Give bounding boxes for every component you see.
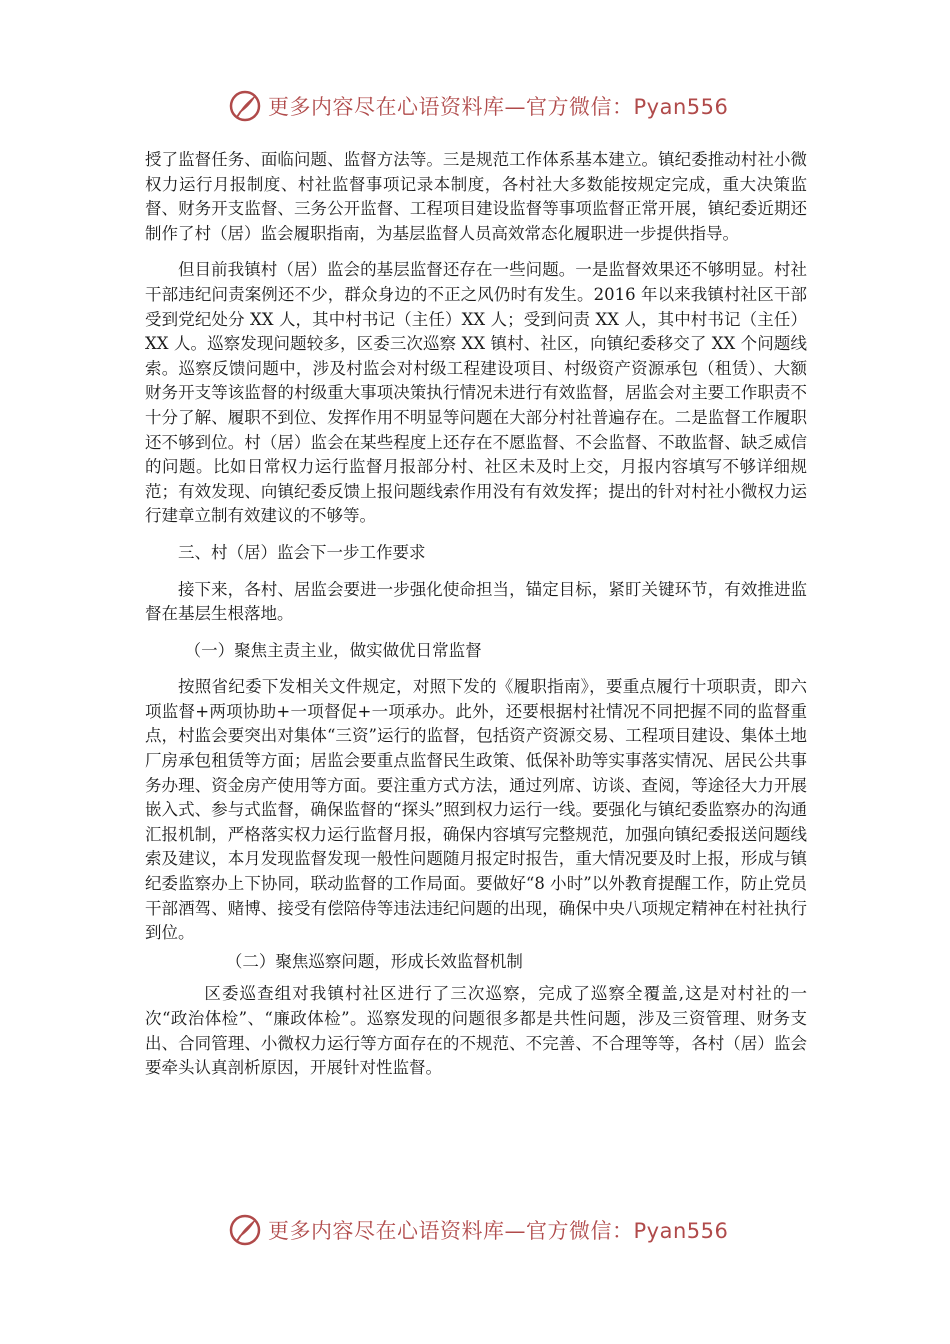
header-watermark-banner <box>0 86 950 126</box>
quill-pen-icon <box>228 89 262 123</box>
paragraph-problems: 但目前我镇村（居）监会的基层监督还存在一些问题。一是监督效果还不够明显。村社干部违纪问责案例还不少，群众身边的不正之风仍时有发生。2016 年以来我镇村社区干部受到党纪处分 XX 人，其中村书记（主任）XX 人；受到问责 XX 人，其中村书记（主任）XX 人。巡察发现问题较多，区委三次巡察 XX 镇村、社区，向镇纪委移交了 XX 个问题线索。巡察反馈问题中，涉及村监会对村级工程建设项目、村级资产资源承包（租赁）、大额财务开支等该监督的村级重大事项决策执行情况未进行有效监督，居监会对主要工作职责不十分了解、履职不到位、发挥作用不明显等问题在大部分村社普遍存在。二是监督工作履职还不够到位。村（居）监会在某些程度上还存在不愿监督、不会监督、不敢监督、缺乏威信的问题。比如日常权力运行监督月报部分村、社区未及时上交，月报内容填写不够详细规范；有效发现、向镇纪委反馈上报问题线索作用没有有效发挥；提出的针对村社小微权力运行建章立制有效建议的不够等。 <box>145 260 807 526</box>
watermark-text: 更多内容尽在心语资料库—官方微信：Pyan556 <box>268 1219 729 1243</box>
section-heading-3: 三、村（居）监会下一步工作要求 <box>178 542 426 562</box>
footer-watermark-banner <box>0 1210 950 1250</box>
paragraph-daily-supervision: 按照省纪委下发相关文件规定，对照下发的《履职指南》，要重点履行十项职责，即六项监督+两项协助+一项督促+一项承办。此外，还要根据村社情况不同把握不同的监督重点，村监会要突出对集体“三资”运行的监督，包括资产资源交易、工程项目建设、集体土地厂房承包租赁等方面；居监会要重点监督民生政策、低保补助等实事落实情况、居民公共事务办理、资金房产使用等方面。要注重方式方法，通过列席、访谈、查阅，等途径大力开展嵌入式、参与式监督，确保监督的“探头”照到权力运行一线。要强化与镇纪委监察办的沟通汇报机制，严格落实权力运行监督月报，确保内容填写完整规范，加强向镇纪委报送问题线索及建议，本月发现监督发现一般性问题随月报定时报告，重大情况要及时上报，形成与镇纪委监察办上下协同，联动监督的工作局面。要做好“8 小时”以外教育提醒工作，防止党员干部酒驾、赌博、接受有偿陪侍等违法违纪问题的出现，确保中央八项规定精神在村社执行到位。 <box>145 677 807 943</box>
subheading-2: （二）聚焦巡察问题，形成长效监督机制 <box>225 951 523 971</box>
paragraph-inspection: 区委巡查组对我镇村社区进行了三次巡察，完成了巡察全覆盖,这是对村社的一次“政治体检”、“廉政体检”。巡察发现的问题很多都是共性问题，涉及三资管理、财务支出、合同管理、小微权力运行等方面存在的不规范、不完善、不合理等等，各村（居）监会要牵头认真剖析原因，开展针对性监督。 <box>145 984 807 1078</box>
paragraph-continuation: 授了监督任务、面临问题、监督方法等。三是规范工作体系基本建立。镇纪委推动村社小微权力运行月报制度、村社监督事项记录本制度，各村社大多数能按规定完成，重大决策监督、财务开支监督、三务公开监督、工程项目建设监督等事项监督正常开展，镇纪委近期还制作了村（居）监会履职指南，为基层监督人员高效常态化履职进一步提供指导。 <box>145 150 807 243</box>
quill-pen-icon <box>228 1213 262 1247</box>
paragraph-next-steps: 接下来，各村、居监会要进一步强化使命担当，锚定目标，紧盯关键环节，有效推进监督在基层生根落地。 <box>145 579 807 624</box>
subheading-1: （一）聚焦主责主业，做实做优日常监督 <box>184 640 482 660</box>
watermark-text: 更多内容尽在心语资料库—官方微信：Pyan556 <box>268 95 729 119</box>
document-body <box>145 148 807 1081</box>
